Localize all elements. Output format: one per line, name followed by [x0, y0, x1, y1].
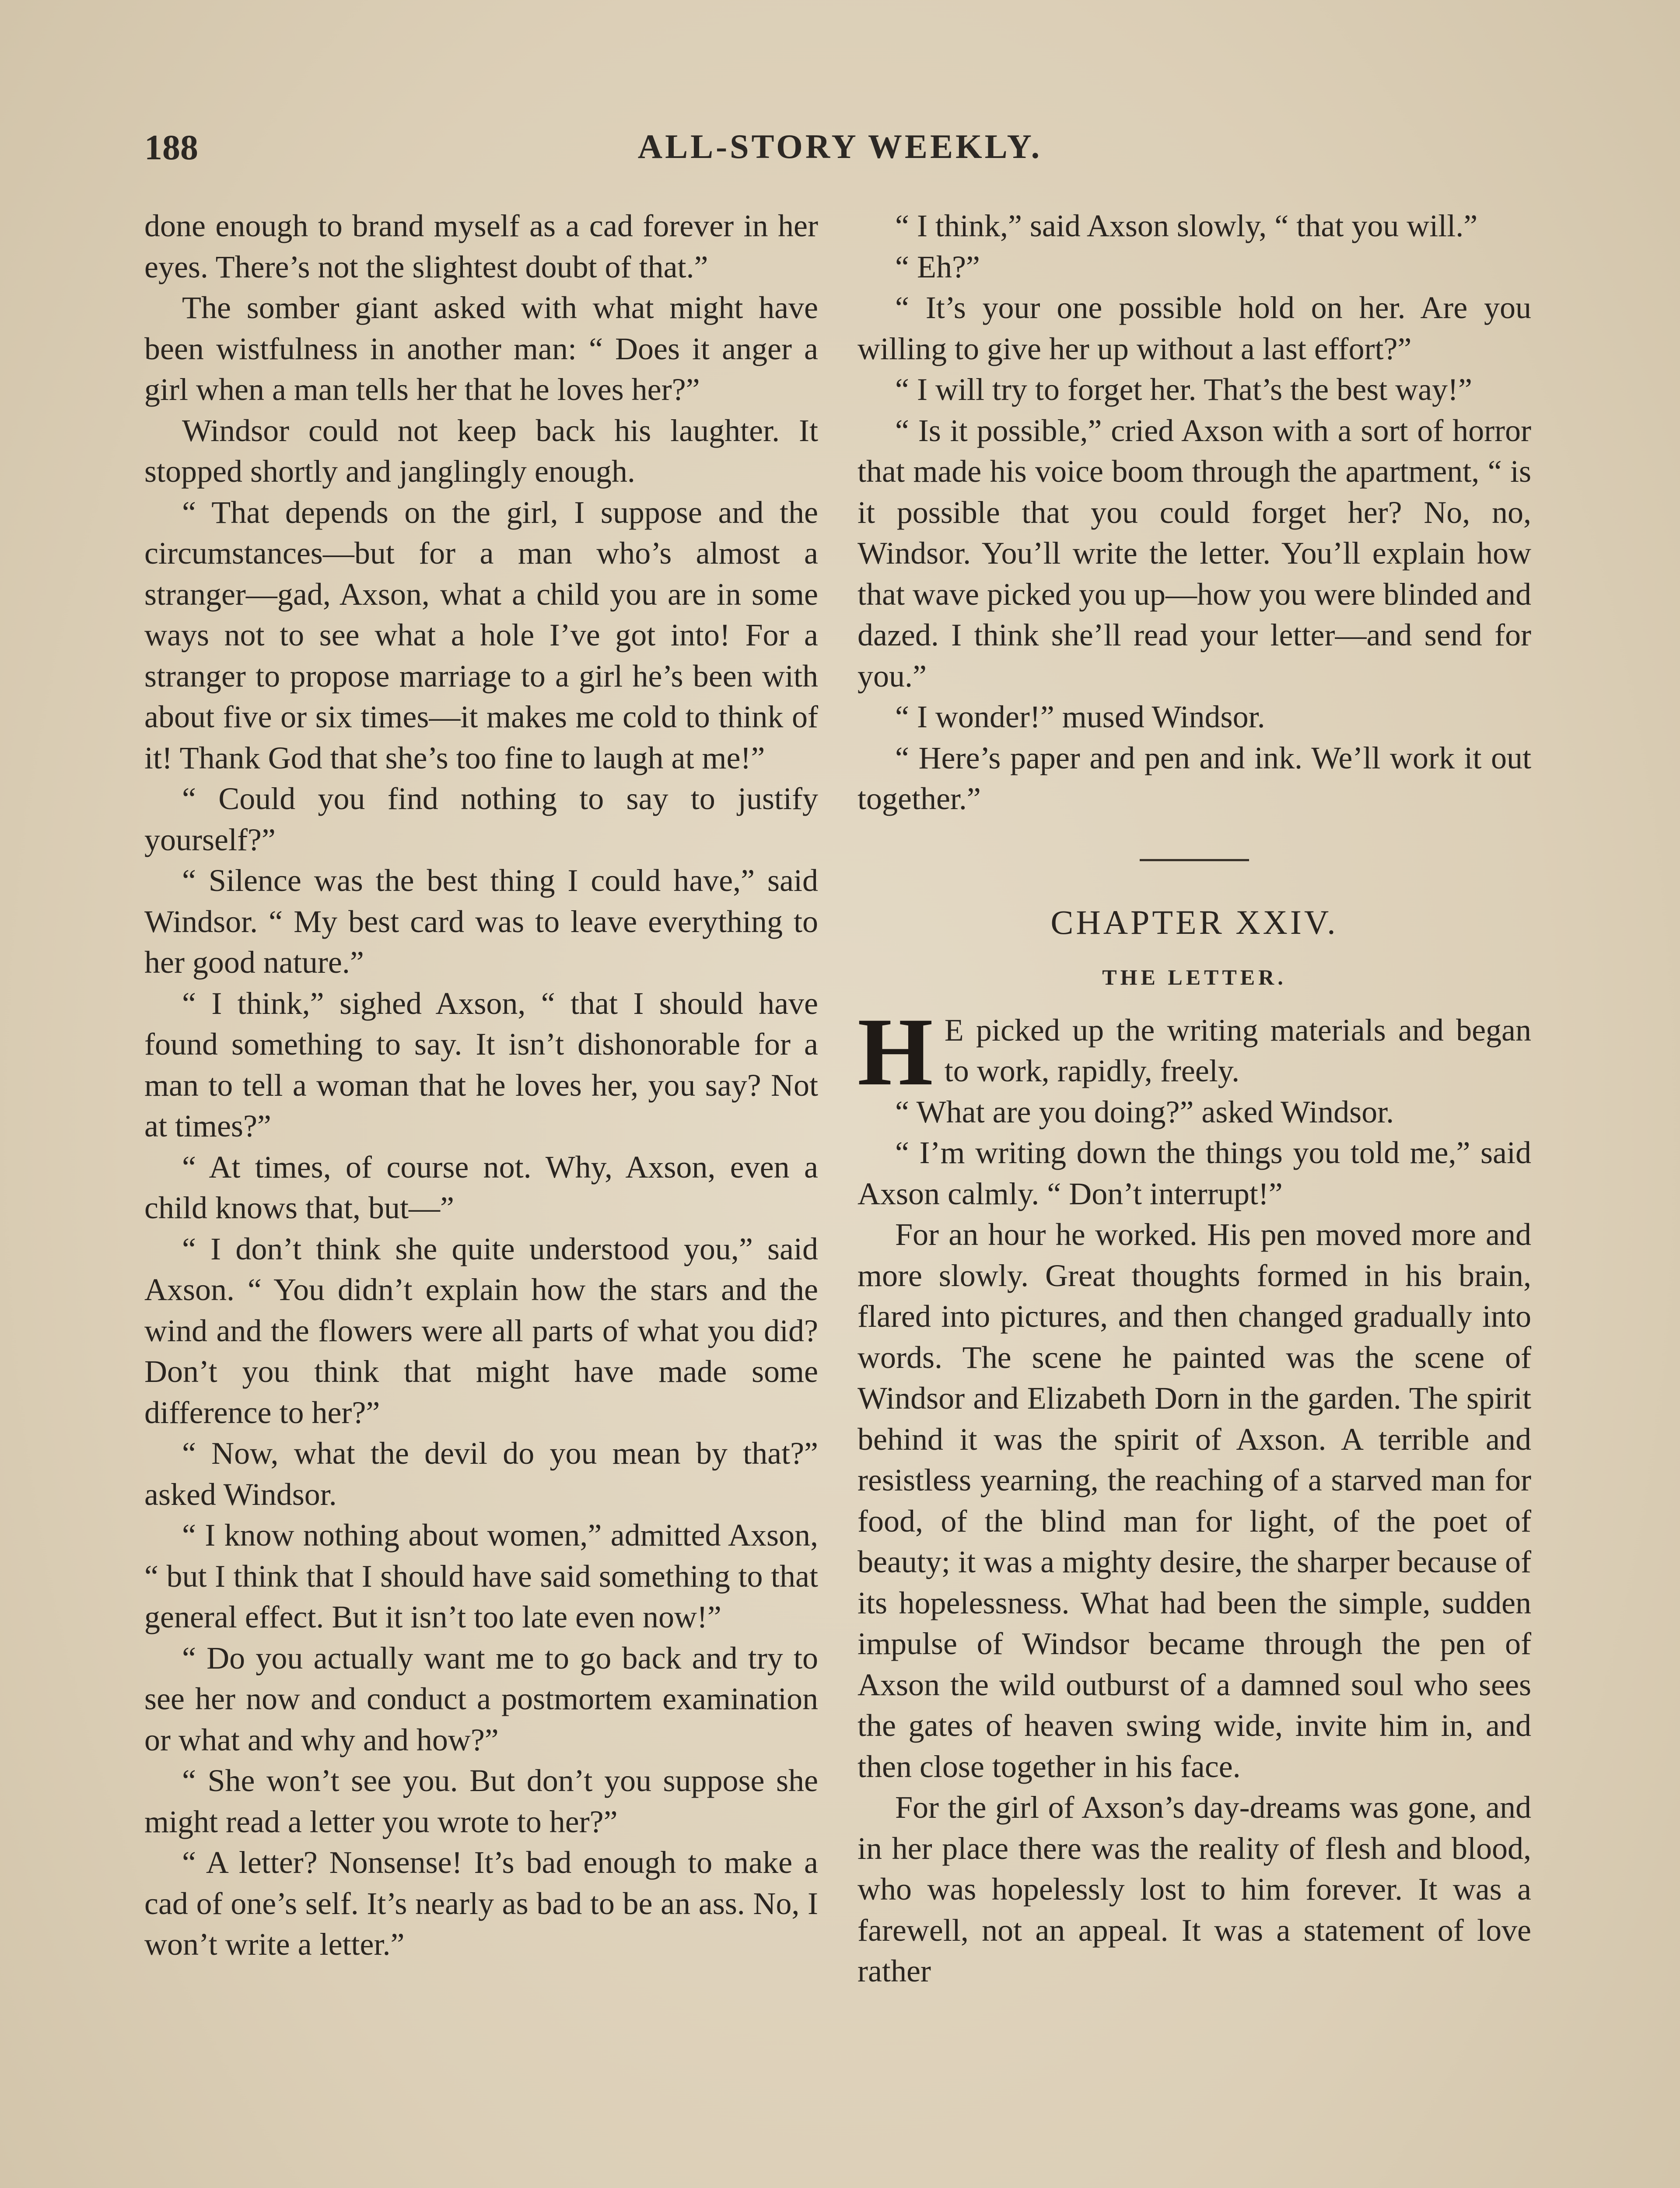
paragraph: “ A letter? Nonsense! It’s bad enough to make a cad of one’s self. It’s nearly as bad to be an ass. No, I won’t write a letter.” — [144, 1845, 818, 1962]
right-column — [858, 206, 1531, 1992]
chapter-subtitle: THE LETTER. — [1102, 964, 1287, 989]
section-divider — [1140, 859, 1249, 861]
paragraph: done enough to brand myself as a cad forever in her eyes. There’s not the slightest doubt of that.” — [144, 208, 818, 284]
paragraph: Windsor could not keep back his laughter. It stopped shortly and janglingly enough. — [144, 413, 818, 489]
paragraph: “ Here’s paper and pen and ink. We’ll work it out together.” — [858, 740, 1531, 816]
paragraph: “ I will try to forget her. That’s the best way!” — [895, 372, 1472, 407]
paragraph: “ Silence was the best thing I could have,” said Windsor. “ My best card was to leave everything to her good nature.” — [144, 863, 818, 980]
chapter-title: CHAPTER XXIV. — [1050, 903, 1338, 941]
page-number: 188 — [144, 127, 198, 167]
paragraph: “ It’s your one possible hold on her. Are you willing to give her up without a last effort?” — [858, 290, 1531, 366]
paragraph: “ That depends on the girl, I suppose and the circumstances—but for a man who’s almost a stranger—gad, Axson, what a child you are in some ways not to see what a hole I’ve got into! For a stranger to propose marriage to a girl he’s been with about five or six times—it makes me cold to think of it! Thank God that she’s too fine to laugh at me!” — [144, 494, 818, 775]
page-header — [144, 127, 1536, 175]
paragraph: “ I’m writing down the things you told me,” said Axson calmly. “ Don’t interrupt!” — [858, 1135, 1531, 1211]
running-head: ALL-STORY WEEKLY. — [637, 127, 1043, 165]
opening-text: E picked up the writing materials and began to work, rapidly, freely. — [944, 1012, 1531, 1088]
paragraph: “ I don’t think she quite understood you,” said Axson. “ You didn’t explain how the stars and the wind and the flowers were all parts of what you did? Don’t you think that might have made some difference to her?” — [144, 1231, 818, 1430]
paragraph: “ Now, what the devil do you mean by that?” asked Windsor. — [144, 1436, 818, 1512]
left-column — [144, 206, 818, 1965]
paragraph: “ I wonder!” mused Windsor. — [895, 699, 1265, 734]
paragraph: For the girl of Axson’s day-dreams was gone, and in her place there was the reality of flesh and blood, who was hopelessly lost to him forever. It was a farewell, not an appeal. It was a statement of love rather — [858, 1790, 1531, 1988]
paragraph: The somber giant asked with what might have been wistfulness in another man: “ Does it anger a girl when a man tells her that he loves her?” — [144, 290, 818, 407]
paragraph: “ I think,” said Axson slowly, “ that you will.” — [895, 208, 1478, 243]
paragraph: “ Eh?” — [895, 249, 980, 284]
paragraph: For an hour he worked. His pen moved more and more slowly. Great thoughts formed in his brain, flared into pictures, and then changed gradually into words. The scene he painted was the scene of Windsor and Elizabeth Dorn in the garden. The spirit behind it was the spirit of Axson. A terrible and resistless yearning, the reaching of a starved man for food, of the blind man for light, of the poet of beauty; it was a mighty desire, the sharper because of its hopelessness. What had been the simple, sudden impulse of Windsor became through the pen of Axson the wild outburst of a damned soul who sees the gates of heaven swing wide, invite him in, and then close together in his face. — [858, 1217, 1531, 1784]
paragraph: “ Could you find nothing to say to justify yourself?” — [144, 781, 818, 857]
drop-cap: H — [858, 998, 933, 1106]
paragraph: “ I know nothing about women,” admitted Axson, “ but I think that I should have said something to that general effect. But it isn’t too late even now!” — [144, 1518, 818, 1634]
paragraph: “ She won’t see you. But don’t you suppose she might read a letter you wrote to her?” — [144, 1763, 818, 1839]
chapter-opening-paragraph — [858, 998, 1531, 1106]
paragraph: “ I think,” sighed Axson, “ that I should have found something to say. It isn’t dishonorable for a man to tell a woman that he loves her, you say? Not at times?” — [144, 985, 818, 1143]
paragraph: “ What are you doing?” asked Windsor. — [895, 1094, 1394, 1129]
paragraph: “ At times, of course not. Why, Axson, even a child knows that, but—” — [144, 1149, 818, 1225]
paragraph: “ Do you actually want me to go back and try to see her now and conduct a postmortem examination or what and why and how?” — [144, 1640, 818, 1757]
paragraph: “ Is it possible,” cried Axson with a sort of horror that made his voice boom through the apartment, “ is it possible that you could forget her? No, no, Windsor. You’ll write the letter. You’ll explain how that wave picked you up—how you were blinded and dazed. I think she’ll read your letter—and send for you.” — [858, 413, 1531, 694]
